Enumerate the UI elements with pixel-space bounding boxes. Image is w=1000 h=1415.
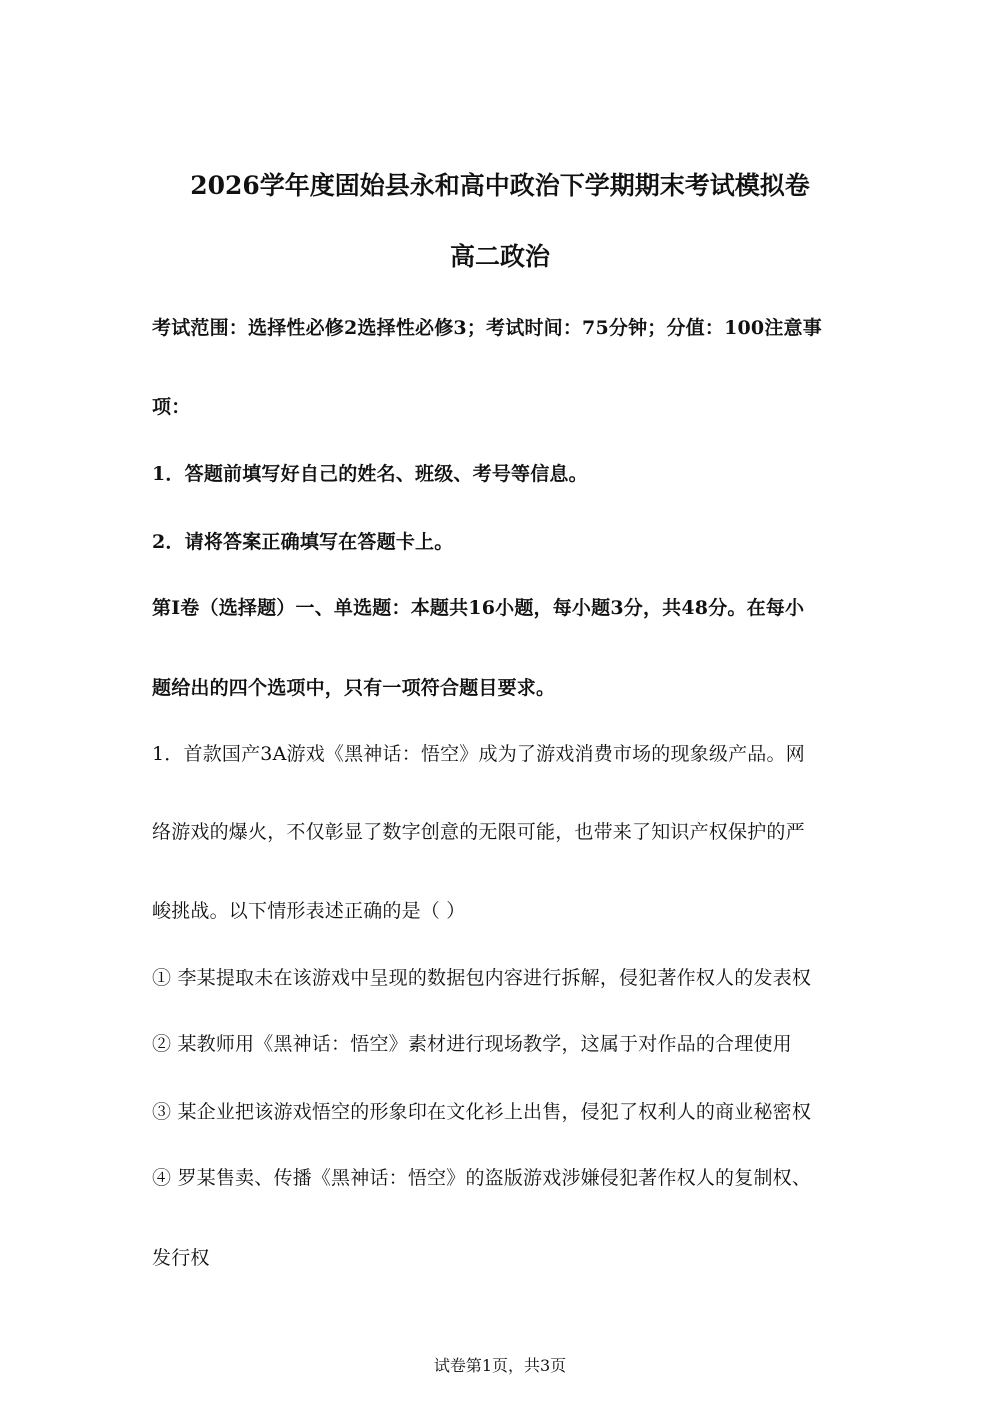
page-footer: 试卷第1页，共3页 (433, 1356, 567, 1375)
question-1-option-4-continued: 发行权 (152, 1247, 210, 1269)
section-heading-line-2: 题给出的四个选项中，只有一项符合题目要求。 (152, 677, 556, 699)
question-1-option-2: ② 某教师用《黑神话：悟空》素材进行现场教学，这属于对作品的合理使用 (152, 1033, 792, 1055)
question-1-stem-line-3: 峻挑战。以下情形表述正确的是（ ） (152, 900, 466, 922)
question-1-stem-line-2: 络游戏的爆火，不仅彰显了数字创意的无限可能，也带来了知识产权保护的严 (152, 821, 805, 843)
question-1-option-1: ① 李某提取未在该游戏中呈现的数据包内容进行拆解，侵犯著作权人的发表权 (152, 967, 812, 989)
exam-subtitle: 高二政治 (449, 242, 550, 271)
section-heading-line-1: 第I卷（选择题）一、单选题：本题共16小题，每小题3分，共48分。在每小 (152, 597, 805, 619)
question-1-option-4: ④ 罗某售卖、传播《黑神话：悟空》的盗版游戏涉嫌侵犯著作权人的复制权、 (152, 1167, 812, 1189)
exam-info-line-2: 项： (152, 396, 191, 418)
question-1-stem-line-1: 1．首款国产3A游戏《黑神话：悟空》成为了游戏消费市场的现象级产品。网 (152, 743, 805, 765)
exam-title: 2026学年度固始县永和高中政治下学期期末考试模拟卷 (190, 171, 810, 200)
question-1-option-3: ③ 某企业把该游戏悟空的形象印在文化衫上出售，侵犯了权利人的商业秘密权 (152, 1101, 812, 1123)
exam-info-line-1: 考试范围：选择性必修2选择性必修3；考试时间：75分钟；分值：100注意事 (152, 317, 822, 339)
note-item-1: 1．答题前填写好自己的姓名、班级、考号等信息。 (152, 463, 588, 485)
note-item-2: 2．请将答案正确填写在答题卡上。 (152, 531, 454, 553)
